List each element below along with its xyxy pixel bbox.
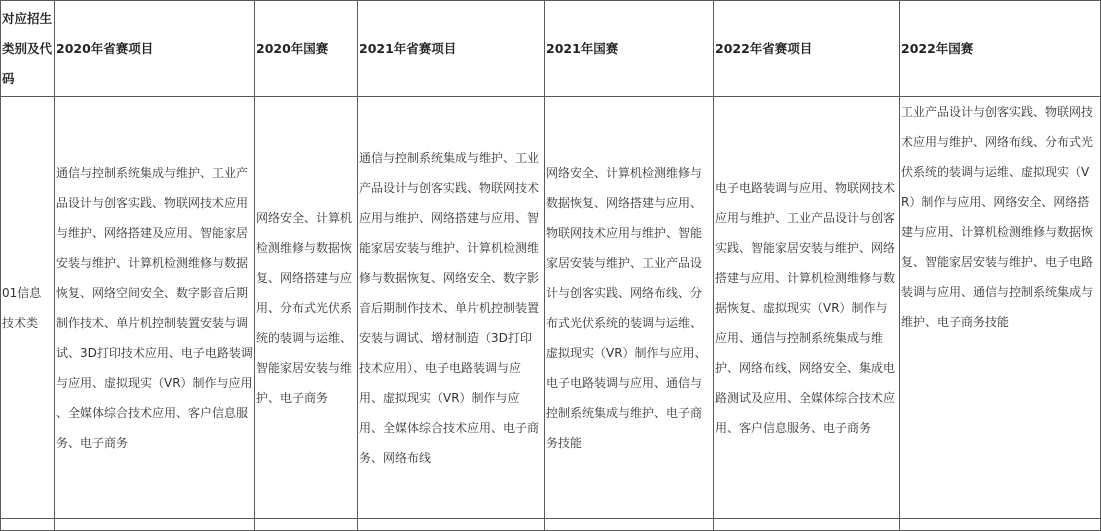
cell-empty <box>900 519 1101 531</box>
cell-2021-province: 通信与控制系统集成与维护、工业产品设计与创客实践、物联网技术应用与维护、网络搭建与应用、智能家居安装与维护、计算机检测维修与数据恢复、网络安全、数字影音后期制作技术、单片机控制装置安装与调试、增材制造（3D打印技术应用）、电子电路装调与应用、虚拟现实（VR）制作与应用、全媒体综合技术应用、电子商务、网络布线 <box>358 97 545 519</box>
cell-2022-province: 电子电路装调与应用、物联网技术应用与维护、工业产品设计与创客实践、智能家居安装与维护、网络搭建与应用、计算机检测维修与数据恢复、虚拟现实（VR）制作与应用、通信与控制系统集成与维护、网络布线、网络安全、集成电路测试及应用、全媒体综合技术应用、客户信息服务、电子商务 <box>714 97 900 519</box>
header-2020-national: 2020年国赛 <box>255 1 358 97</box>
cell-2021-national: 网络安全、计算机检测维修与数据恢复、网络搭建与应用、物联网技术应用与维护、智能家居安装与维护、工业产品设计与创客实践、网络布线、分布式光伏系统的装调与运维、虚拟现实（VR）制作与应用、电子电路装调与应用、通信与控制系统集成与维护、电子商务技能 <box>545 97 714 519</box>
cell-2020-province: 通信与控制系统集成与维护、工业产品设计与创客实践、物联网技术应用与维护、网络搭建及应用、智能家居安装与维护、计算机检测维修与数据恢复、网络空间安全、数字影音后期制作技术、单片机控制装置安装与调试、3D打印技术应用、电子电路装调与应用、虚拟现实（VR）制作与应用 、全媒体综合技术应用、客户信息服务、电子商务 <box>55 97 255 519</box>
cell-empty <box>714 519 900 531</box>
cell-category: 01信息技术类 <box>1 97 55 519</box>
cell-empty <box>1 519 55 531</box>
header-2020-province: 2020年省赛项目 <box>55 1 255 97</box>
header-2021-national: 2021年国赛 <box>545 1 714 97</box>
table-row <box>1 97 1101 519</box>
cell-empty <box>55 519 255 531</box>
cell-2020-national: 网络安全、计算机检测维修与数据恢复、网络搭建与应用、分布式光伏系统的装调与运维、智能家居安装与维护、电子商务 <box>255 97 358 519</box>
table-row-partial <box>1 519 1101 531</box>
cell-empty <box>358 519 545 531</box>
cell-empty <box>255 519 358 531</box>
header-category: 对应招生类别及代码 <box>1 1 55 97</box>
header-2022-province: 2022年省赛项目 <box>714 1 900 97</box>
table-header-row <box>1 1 1101 97</box>
header-2021-province: 2021年省赛项目 <box>358 1 545 97</box>
cell-empty <box>545 519 714 531</box>
header-2022-national: 2022年国赛 <box>900 1 1101 97</box>
cell-2022-national: 工业产品设计与创客实践、物联网技术应用与维护、网络布线、分布式光伏系统的装调与运维、虚拟现实（VR）制作与应用、网络安全、网络搭建与应用、计算机检测维修与数据恢复、智能家居安装与维护、电子电路装调与应用、通信与控制系统集成与维护、电子商务技能 <box>900 97 1101 519</box>
